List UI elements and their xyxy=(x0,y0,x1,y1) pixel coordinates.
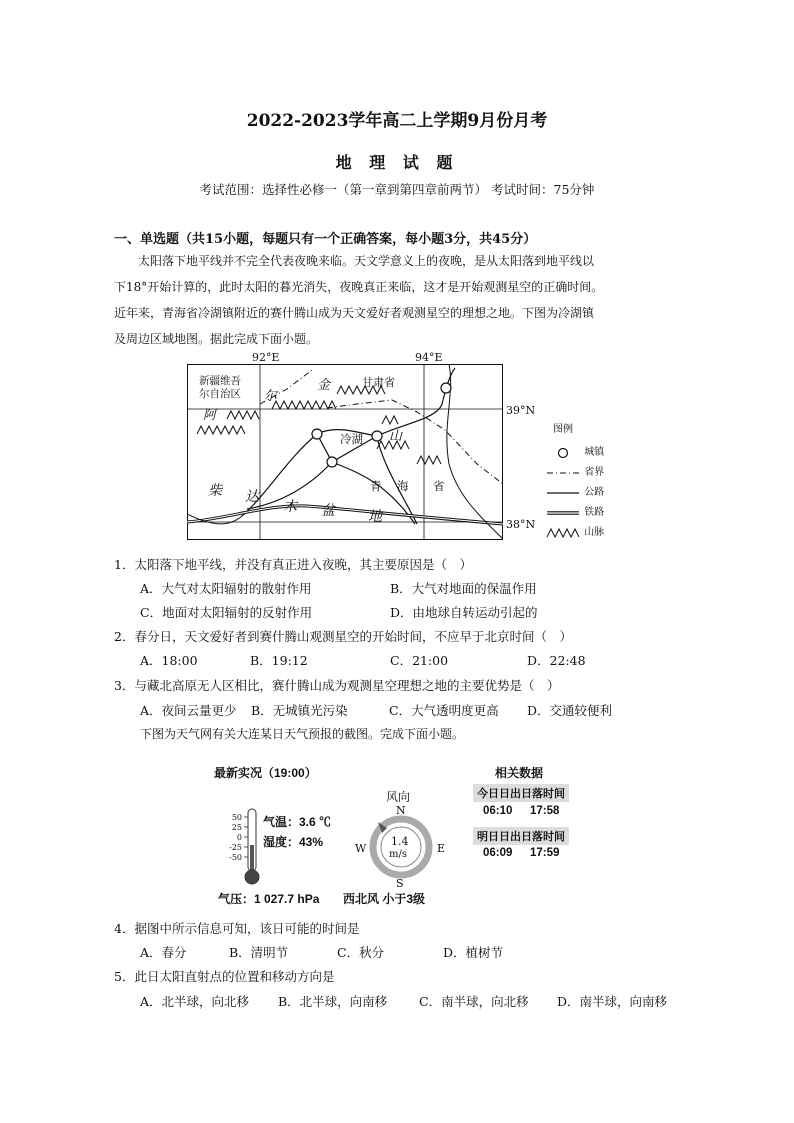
exam-scope: 考试范围：选择性必修一（第一章到第四章前两节） 考试时间：75分钟 xyxy=(199,182,595,197)
question-5: 5．此日太阳直射点的位置和移动方向是 xyxy=(114,969,335,984)
lat-label-bottom: 38°N xyxy=(506,518,536,531)
tomorrow-sun-label: 明日日出日落时间 xyxy=(473,827,569,845)
wind-unit: m/s xyxy=(389,849,407,860)
scale-neg50: -50 xyxy=(229,853,242,862)
map-label-qinghai-3: 省 xyxy=(433,479,445,493)
map-label-shan: 山 xyxy=(389,429,403,444)
map-label-di: 地 xyxy=(368,509,382,525)
today-sun-label: 今日日出日落时间 xyxy=(473,784,569,802)
town-symbol-icon xyxy=(545,447,581,459)
intro-line-4: 及周边区域地图。据此完成下面小题。 xyxy=(114,332,319,346)
tomorrow-sunrise: 06:09 xyxy=(483,847,513,859)
today-sunrise: 06:10 xyxy=(483,805,513,817)
railway-symbol-icon xyxy=(545,507,581,519)
related-title: 相关数据 xyxy=(495,766,544,780)
intro-line-2: 下18°开始计算的，此时太阳的暮光消失，夜晚真正来临，这才是开始观测星空的正确时间。 xyxy=(114,280,604,294)
lat-label-top: 39°N xyxy=(506,404,536,417)
question-3: 3．与藏北高原无人区相比，赛什腾山成为观测星空理想之地的主要优势是（ ） xyxy=(114,678,560,693)
intro-2: 下图为天气网有关大连某日天气预报的截图。完成下面小题。 xyxy=(140,727,465,741)
pressure-label: 气压：1 027.7 hPa xyxy=(218,892,320,906)
q5-option-c: C．南半球，向北移 xyxy=(419,994,529,1009)
map-label-lenghu: 冷湖 xyxy=(340,432,363,446)
lon-label-left: 92°E xyxy=(252,351,280,364)
wind-title: 风向 xyxy=(386,790,411,804)
q4-option-a: A．春分 xyxy=(140,945,187,960)
q2-option-b: B．19:12 xyxy=(250,653,308,668)
section-heading: 一、单选题（共15小题，每题只有一个正确答案，每小题3分，共45分） xyxy=(114,232,537,247)
q1-option-c: C．地面对太阳辐射的反射作用 xyxy=(140,605,313,620)
q3-option-d: D．交通较便利 xyxy=(527,703,613,718)
q2-option-a: A．18:00 xyxy=(140,653,198,668)
map-label-qinghai-2: 海 xyxy=(397,479,409,493)
legend-item-highway: 公路 xyxy=(545,483,604,503)
scale-25: 25 xyxy=(231,823,242,832)
scale-50: 50 xyxy=(231,813,242,822)
legend-item-mountain: 山脉 xyxy=(545,523,604,543)
q5-option-b: B．北半球，向南移 xyxy=(278,994,388,1009)
exam-title: 2022-2023学年高二上学期9月份月考 xyxy=(246,111,548,131)
q3-option-a: A．夜间云量更少 xyxy=(140,703,237,718)
question-2: 2．春分日，天文爱好者到赛什腾山观测星空的开始时间，不应早于北京时间（ ） xyxy=(114,629,572,644)
compass-w: W xyxy=(355,842,367,855)
question-4: 4．据图中所示信息可知，该日可能的时间是 xyxy=(114,921,360,936)
map-label-da: 达 xyxy=(245,489,259,505)
map-label-chai: 柴 xyxy=(208,483,222,499)
temp-label: 气温：3.6 ℃ xyxy=(263,815,332,829)
q3-option-c: C．大气透明度更高 xyxy=(389,703,499,718)
town-marker xyxy=(441,383,451,393)
town-marker xyxy=(312,429,322,439)
legend-title: 图例 xyxy=(553,424,573,435)
map-label-a: 阿 xyxy=(203,408,217,423)
legend-item-town: 城镇 xyxy=(545,443,604,463)
town-marker xyxy=(327,457,337,467)
map-label-pen: 盆 xyxy=(321,503,335,519)
map-label-xinjiang-1: 新疆维吾 xyxy=(199,375,241,387)
town-marker-lenghu xyxy=(372,431,382,441)
intro-line-1: 太阳落下地平线并不完全代表夜晚来临。天文学意义上的夜晚，是从太阳落到地平线以 xyxy=(138,254,595,268)
map-label-qinghai-1: 青 xyxy=(370,479,382,493)
q5-option-d: D．南半球，向南移 xyxy=(557,994,668,1009)
weather-now-title: 最新实况（19:00） xyxy=(214,766,317,780)
mountain-symbol-icon xyxy=(545,527,581,539)
legend-item-boundary: 省界 xyxy=(545,463,604,483)
q5-option-a: A．北半球，向北移 xyxy=(140,994,250,1009)
q4-option-c: C．秋分 xyxy=(337,945,385,960)
subject-title: 地 理 试 题 xyxy=(335,153,459,172)
humidity-label: 湿度：43% xyxy=(263,835,324,849)
compass-e: E xyxy=(437,842,446,855)
map-label-er: 尔 xyxy=(264,389,278,404)
map-legend xyxy=(545,420,604,543)
q4-option-d: D．植树节 xyxy=(443,945,504,960)
question-1: 1．太阳落下地平线，并没有真正进入夜晚，其主要原因是（ ） xyxy=(114,557,472,572)
map-label-jin: 金 xyxy=(317,378,331,393)
wind-speed: 1.4 xyxy=(391,835,409,848)
q4-option-b: B．清明节 xyxy=(229,945,289,960)
q1-option-b: B．大气对地面的保温作用 xyxy=(390,581,537,596)
q1-option-d: D．由地球自转运动引起的 xyxy=(390,605,538,620)
scale-0: 0 xyxy=(236,833,242,842)
today-sunset: 17:58 xyxy=(530,805,560,817)
highway-symbol-icon xyxy=(545,487,581,499)
legend-item-railway: 铁路 xyxy=(545,503,604,523)
lon-label-right: 94°E xyxy=(415,351,443,364)
wind-desc: 西北风 小于3级 xyxy=(343,892,426,906)
map-label-xinjiang-2: 尔自治区 xyxy=(199,388,241,400)
q3-option-b: B．无城镇光污染 xyxy=(251,703,348,718)
map-label-gansu: 甘肃省 xyxy=(362,376,395,389)
compass-s: S xyxy=(396,877,404,890)
boundary-symbol-icon xyxy=(545,467,581,479)
q2-option-d: D．22:48 xyxy=(527,653,586,668)
map-label-mu: 木 xyxy=(283,499,297,515)
q2-option-c: C．21:00 xyxy=(390,653,449,668)
q1-option-a: A．大气对太阳辐射的散射作用 xyxy=(140,581,312,596)
intro-line-3: 近年来，青海省冷湖镇附近的赛什腾山成为天文爱好者观测星空的理想之地。下图为冷湖镇 xyxy=(114,306,595,320)
compass-n: N xyxy=(396,804,406,817)
scale-neg25: -25 xyxy=(229,843,242,852)
tomorrow-sunset: 17:59 xyxy=(530,847,560,859)
